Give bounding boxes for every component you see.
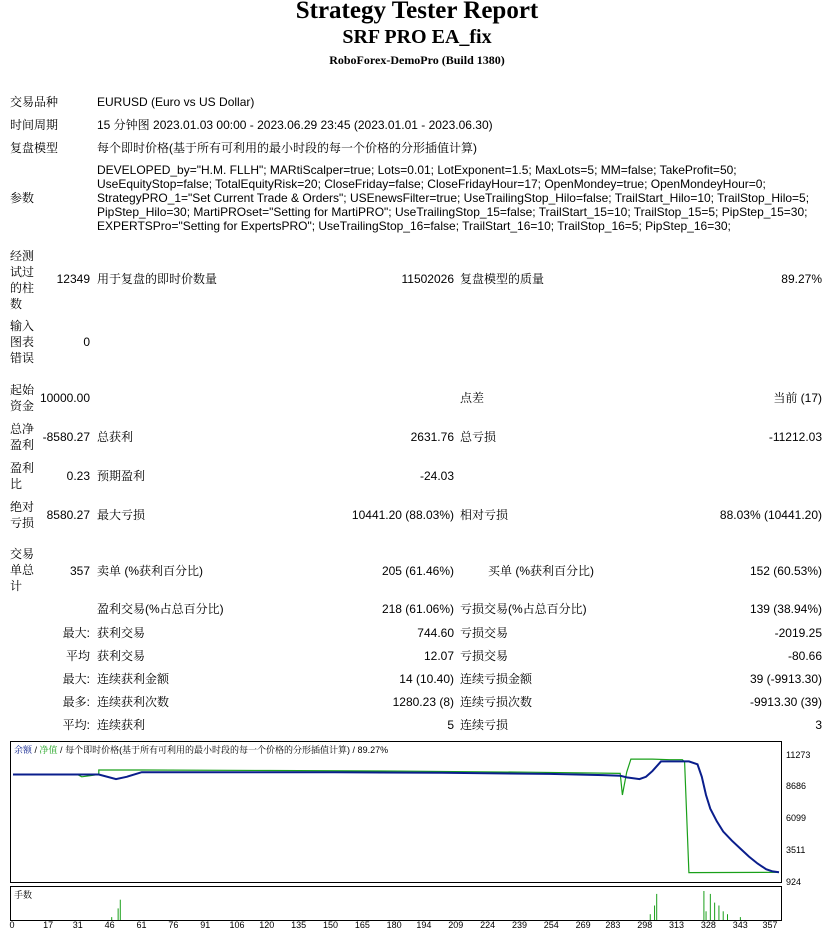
equity-legend: 净值: [39, 745, 58, 755]
row-left-value: 744.60: [417, 626, 454, 640]
x-tick-label: 0: [9, 920, 15, 930]
x-tick-label: 61: [136, 920, 147, 930]
params-line: UseEquityStop=false; TotalEquityRisk=20; CloseFriday=false; CloseFridayHour=17; OpenMondey=true; OpenMondeyHour=0;: [97, 177, 766, 191]
x-tick-label: 46: [104, 920, 115, 930]
spread-value: 当前 (17): [773, 391, 822, 405]
net-profit-value: -8580.27: [42, 430, 90, 444]
row-left-label: 连续获利金额: [97, 672, 170, 686]
ea-name: SRF PRO EA_fix: [342, 26, 492, 48]
params-line: EXPERTSPro="Setting for ExpertsPRO"; UseTrailingStop_16=false; TrailStart_16=10; TrailStop_16=5; PipStep_16=30;: [97, 219, 731, 233]
x-tick-label: 165: [354, 920, 370, 930]
row-prefix: 最大:: [62, 626, 90, 640]
row-left-label: 连续获利: [97, 718, 146, 732]
rel-drawdown-value: 88.03% (10441.20): [719, 508, 822, 522]
symbol-label: 交易品种: [10, 95, 59, 109]
row-right-value: 3: [815, 718, 822, 732]
expected-payoff-value: -24.03: [419, 469, 454, 483]
max-drawdown-value: 10441.20 (88.03%): [351, 508, 454, 522]
x-tick-label: 328: [700, 920, 716, 930]
total-trades-value: 357: [69, 564, 90, 578]
x-tick-label: 120: [259, 920, 275, 930]
x-tick-label: 357: [762, 920, 778, 930]
gross-profit-value: 2631.76: [410, 430, 454, 444]
params-line: DEVELOPED_by="H.M. FLLH"; MARtiScalper=true; Lots=0.01; LotExponent=1.5; MaxLots=5; MM=false; TakeProfit=50;: [97, 163, 737, 177]
row-left-value: 5: [447, 718, 454, 732]
x-tick-label: 135: [291, 920, 307, 930]
y-tick-label: 8686: [786, 781, 807, 791]
params-line: StrategyPRO_1="Set Current Trade & Orders"; USEnewsFilter=true; UseTrailingStop_Hilo=false; TrailStart_Hilo=10; TrailStop_Hilo=5;: [97, 191, 810, 205]
profit-trades-value: 218 (61.06%): [381, 602, 454, 616]
errors-label: 输入 图表 错误: [10, 319, 35, 365]
volume-chart: [10, 886, 782, 921]
balance-legend: 余额: [14, 745, 33, 755]
x-tick-label: 150: [322, 920, 338, 930]
rel-drawdown-label: 相对亏损: [460, 508, 509, 522]
balance-chart: [10, 741, 782, 883]
gross-loss-label: 总亏损: [460, 430, 497, 444]
row-right-value: 39 (-9913.30): [749, 672, 822, 686]
ticks-label: 用于复盘的即时价数量: [97, 272, 218, 286]
profit-factor-value: 0.23: [66, 469, 90, 483]
report-title: Strategy Tester Report: [295, 0, 539, 24]
quality-value: 89.27%: [781, 272, 822, 286]
row-left-value: 1280.23 (8): [392, 695, 454, 709]
x-tick-label: 31: [72, 920, 83, 930]
row-right-value: -80.66: [787, 649, 822, 663]
period-value: 15 分钟图 2023.01.03 00:00 - 2023.06.29 23:45 (2023.01.01 - 2023.06.30): [97, 118, 493, 132]
row-right-value: -2019.25: [774, 626, 822, 640]
server-build: RoboForex-DemoPro (Build 1380): [329, 53, 505, 67]
bars-label: 经测 试过 的柱 数: [10, 249, 35, 311]
y-tick-label: 3511: [786, 845, 806, 855]
x-tick-label: 17: [43, 920, 54, 930]
x-tick-label: 76: [168, 920, 179, 930]
row-prefix: 平均: [65, 649, 90, 663]
symbol-value: EURUSD (Euro vs US Dollar): [97, 95, 255, 109]
row-right-label: 亏损交易: [460, 626, 509, 640]
bars-value: 12349: [56, 272, 90, 286]
net-profit-label: 总净 盈利: [10, 422, 35, 452]
long-trades-value: 152 (60.53%): [749, 564, 822, 578]
x-tick-label: 254: [543, 920, 559, 930]
row-right-label: 连续亏损次数: [460, 695, 533, 709]
volume-label: 手数: [14, 890, 33, 900]
row-left-label: 获利交易: [97, 626, 146, 640]
abs-drawdown-label: 绝对 亏损: [10, 500, 35, 530]
quality-label: 复盘模型的质量: [460, 272, 545, 286]
row-right-label: 连续亏损: [460, 718, 509, 732]
x-tick-label: 91: [200, 920, 211, 930]
row-prefix: 最大:: [62, 672, 90, 686]
row-left-label: 获利交易: [97, 649, 146, 663]
params-label: 参数: [10, 191, 35, 205]
gross-loss-value: -11212.03: [768, 430, 822, 444]
total-trades-label: 交易 单总 计: [10, 547, 35, 593]
x-tick-label: 343: [732, 920, 748, 930]
x-tick-label: 269: [575, 920, 591, 930]
row-left-label: 连续获利次数: [97, 695, 170, 709]
params-line: PipStep_Hilo=30; MartiPROset="Setting for MartiPRO"; UseTrailingStop_15=false; TrailStart_15=10; TrailStop_15=5; PipStep_15=30;: [97, 205, 808, 219]
x-tick-label: 298: [637, 920, 653, 930]
chart-subtitle: 每个即时价格(基于所有可利用的最小时段的每一个价格的分形插值计算) / 89.27%: [65, 745, 389, 755]
ticks-value: 11502026: [401, 272, 454, 286]
deposit-label: 起始 资金: [10, 383, 35, 413]
row-prefix: 平均:: [62, 718, 90, 732]
volume-plot: [11, 887, 781, 920]
x-tick-label: 283: [605, 920, 621, 930]
gross-profit-label: 总获利: [97, 430, 134, 444]
expected-payoff-label: 预期盈利: [97, 469, 146, 483]
row-right-label: 亏损交易: [460, 649, 509, 663]
x-tick-label: 106: [229, 920, 245, 930]
abs-drawdown-value: 8580.27: [46, 508, 90, 522]
loss-trades-label: 亏损交易(%占总百分比): [460, 602, 587, 616]
row-prefix: 最多:: [62, 695, 90, 709]
row-right-value: -9913.30 (39): [749, 695, 822, 709]
x-tick-label: 194: [416, 920, 432, 930]
deposit-value: 10000.00: [39, 391, 90, 405]
line-plot: [11, 742, 781, 882]
short-trades-label: 卖单 (%获利百分比): [97, 564, 203, 578]
short-trades-value: 205 (61.46%): [381, 564, 454, 578]
model-value: 每个即时价格(基于所有可利用的最小时段的每一个价格的分形插值计算): [97, 141, 477, 155]
period-label: 时间周期: [10, 118, 59, 132]
x-tick-label: 209: [448, 920, 464, 930]
row-left-value: 14 (10.40): [399, 672, 454, 686]
long-trades-label: 买单 (%获利百分比): [488, 564, 594, 578]
x-tick-label: 239: [511, 920, 527, 930]
row-right-label: 连续亏损金额: [460, 672, 533, 686]
x-tick-label: 224: [480, 920, 496, 930]
row-left-value: 12.07: [423, 649, 454, 663]
model-label: 复盘模型: [10, 141, 59, 155]
spread-label: 点差: [460, 391, 485, 405]
balance-line: [13, 761, 779, 872]
max-drawdown-label: 最大亏损: [97, 508, 146, 522]
y-tick-label: 6099: [786, 813, 807, 823]
profit-trades-label: 盈利交易(%占总百分比): [97, 602, 224, 616]
y-tick-label: 924: [786, 877, 802, 887]
y-tick-label: 11273: [786, 750, 811, 760]
x-tick-label: 180: [386, 920, 402, 930]
x-tick-label: 313: [669, 920, 685, 930]
loss-trades-value: 139 (38.94%): [749, 602, 822, 616]
params-block: [97, 163, 827, 233]
chart-title: 余额 / 净值 / 每个即时价格(基于所有可利用的最小时段的每一个价格的分形插值计算) / 89.27%: [14, 745, 389, 755]
errors-value: 0: [83, 335, 90, 349]
profit-factor-label: 盈利 比: [10, 461, 35, 491]
